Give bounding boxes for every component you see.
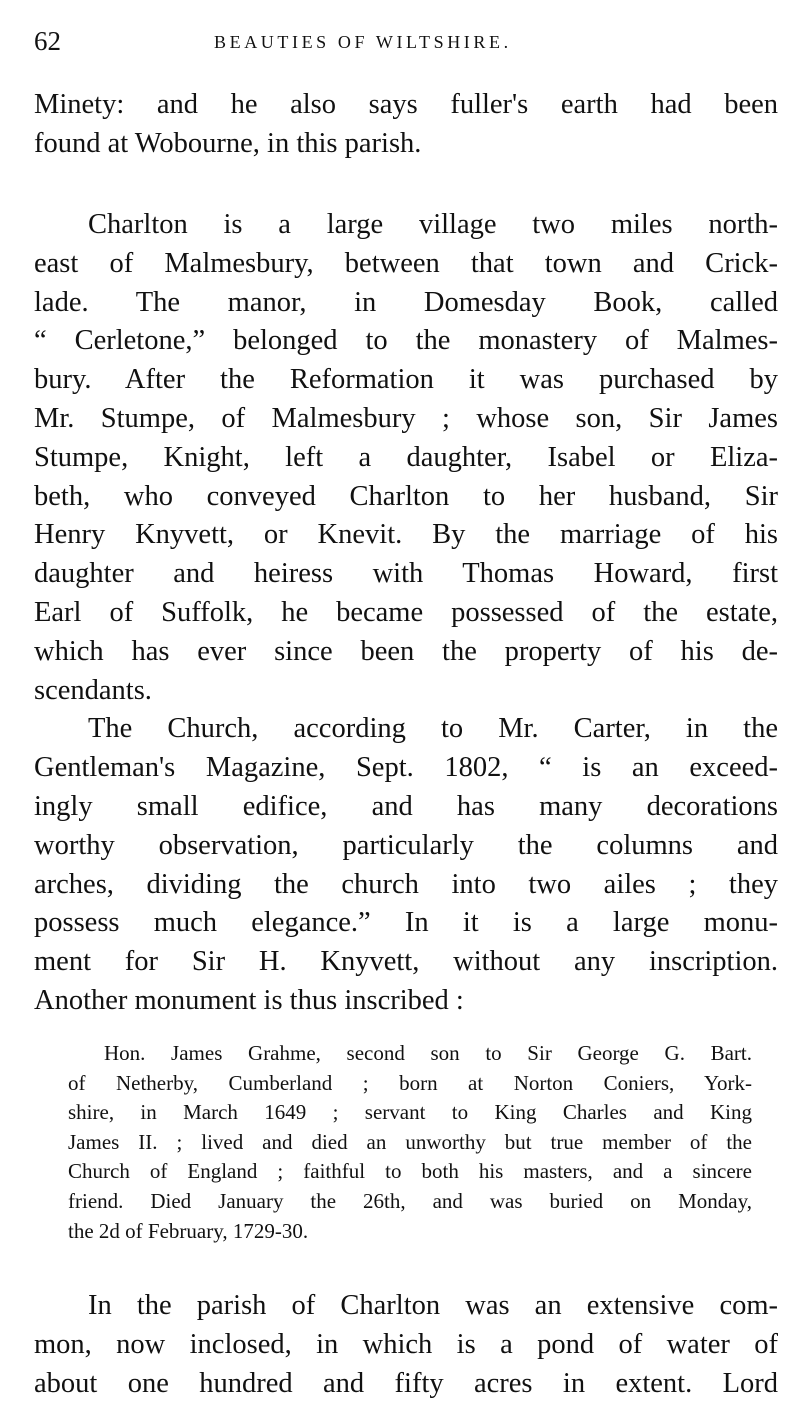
text-line: In the parish of Charlton was an extensive com- bbox=[88, 1290, 778, 1321]
text-line: which has ever since been the property of his de- bbox=[34, 635, 778, 667]
text-line: arches, dividing the church into two ailes ; they bbox=[34, 868, 778, 900]
text-line: bury. After the Reformation it was purchased by bbox=[34, 364, 778, 396]
text-line: Another monument is thus inscribed : bbox=[34, 984, 464, 1016]
text-line: Henry Knyvett, or Knevit. By the marriage of his bbox=[34, 519, 778, 551]
text-line: friend. Died January the 26th, and was buried on Monday, bbox=[68, 1188, 752, 1213]
text-line: “ Cerletone,” belonged to the monastery of Malmes- bbox=[34, 325, 778, 357]
text-line: beth, who conveyed Charlton to her husband, Sir bbox=[34, 480, 778, 512]
text-line: Charlton is a large village two miles north- bbox=[88, 209, 778, 240]
text-line: of Netherby, Cumberland ; born at Norton Coniers, York- bbox=[68, 1070, 752, 1095]
text-line: Minety: and he also says fuller's earth had been bbox=[34, 89, 778, 120]
text-line: James II. ; lived and died an unworthy but true member of the bbox=[68, 1129, 752, 1154]
main-text-continued bbox=[34, 1287, 778, 1403]
text-line: The Church, according to Mr. Carter, in the bbox=[88, 713, 778, 745]
text-line: the 2d of February, 1729-30. bbox=[68, 1218, 309, 1243]
text-line: Church of England ; faithful to both his masters, and a sincere bbox=[68, 1159, 752, 1184]
text-line: scendants. bbox=[34, 674, 152, 706]
text-line: possess much elegance.” In it is a large monu- bbox=[34, 907, 778, 939]
text-line: found at Wobourne, in this parish. bbox=[34, 127, 422, 159]
text-line: Earl of Suffolk, he became possessed of the estate, bbox=[34, 596, 778, 628]
main-text bbox=[34, 206, 778, 1021]
text-line: Gentleman's Magazine, Sept. 1802, “ is an exceed- bbox=[34, 752, 778, 784]
text-line: lade. The manor, in Domesday Book, called bbox=[34, 286, 778, 318]
page-header bbox=[34, 26, 778, 56]
text-line: shire, in March 1649 ; servant to King Charles and King bbox=[68, 1100, 752, 1125]
text-line: mon, now inclosed, in which is a pond of water of bbox=[34, 1328, 778, 1360]
text-line: about one hundred and fifty acres in extent. Lord bbox=[34, 1367, 778, 1399]
page-number: 62 bbox=[34, 26, 61, 56]
inscription-quote bbox=[68, 1039, 752, 1246]
text-line: ment for Sir H. Knyvett, without any inscription. bbox=[34, 946, 778, 978]
text-line: Hon. James Grahme, second son to Sir George G. Bart. bbox=[104, 1041, 752, 1065]
text-line: Mr. Stumpe, of Malmesbury ; whose son, Sir James bbox=[34, 402, 778, 434]
paragraph-continued bbox=[34, 86, 778, 164]
text-line: ingly small edifice, and has many decorations bbox=[34, 790, 778, 822]
text-line: daughter and heiress with Thomas Howard, first bbox=[34, 558, 778, 590]
running-head: BEAUTIES OF WILTSHIRE. bbox=[214, 32, 512, 52]
text-line: Stumpe, Knight, left a daughter, Isabel or Eliza- bbox=[34, 441, 778, 473]
text-line: east of Malmesbury, between that town and Crick- bbox=[34, 247, 778, 279]
text-line: worthy observation, particularly the columns and bbox=[34, 829, 778, 861]
